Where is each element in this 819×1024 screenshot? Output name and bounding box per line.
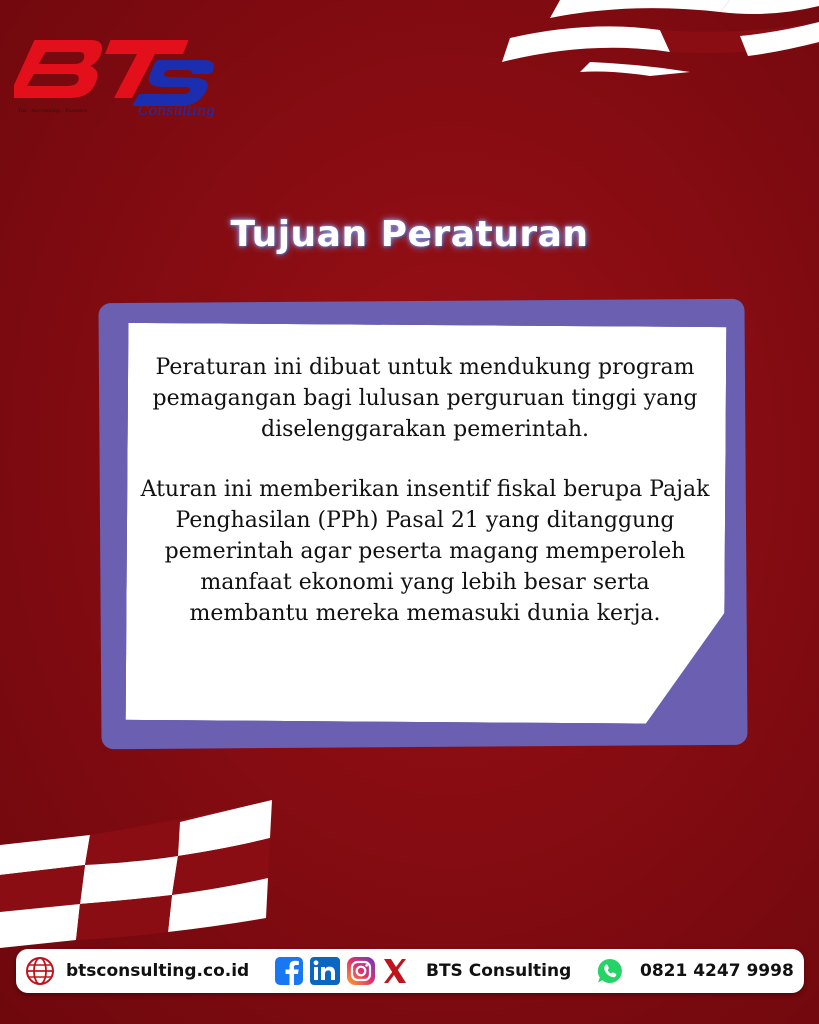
social-name-text: BTS Consulting bbox=[426, 961, 572, 981]
website-text: btsconsulting.co.id bbox=[66, 961, 250, 981]
website-link[interactable] bbox=[24, 949, 249, 993]
paragraph-purpose: Peraturan ini dibuat untuk mendukung program pemagangan bagi lulusan perguruan tinggi yang diselenggarakan pemerintah. bbox=[152, 355, 698, 442]
social-icons bbox=[274, 949, 408, 993]
social-name[interactable] bbox=[426, 949, 571, 993]
instagram-icon[interactable] bbox=[346, 956, 376, 986]
linkedin-icon[interactable] bbox=[309, 956, 341, 986]
page-title: Tujuan Peraturan bbox=[230, 214, 589, 255]
whatsapp-icon bbox=[596, 957, 624, 985]
paragraph-incentive: Aturan ini memberikan insentif fiskal berupa Pajak Penghasilan (PPh) Pasal 21 yang ditanggung pemerintah agar peserta magang memperoleh manfaat ekonomi yang lebih besar serta membantu mereka memasuki dunia kerja. bbox=[140, 477, 710, 626]
card-content bbox=[140, 352, 710, 658]
logo-tagline: Tax · Accounting · Business bbox=[18, 108, 88, 114]
bts-logo-mark bbox=[14, 34, 219, 109]
phone-contact[interactable] bbox=[596, 949, 794, 993]
facebook-icon[interactable] bbox=[274, 956, 304, 986]
logo-subtitle: Consulting bbox=[138, 103, 215, 119]
checkered-flag-top-right bbox=[490, 0, 819, 80]
globe-icon bbox=[24, 955, 56, 987]
phone-text: 0821 4247 9998 bbox=[640, 961, 794, 981]
x-icon[interactable] bbox=[382, 957, 408, 985]
contact-footer bbox=[16, 949, 804, 993]
checkered-flag-bottom-left bbox=[0, 800, 280, 960]
